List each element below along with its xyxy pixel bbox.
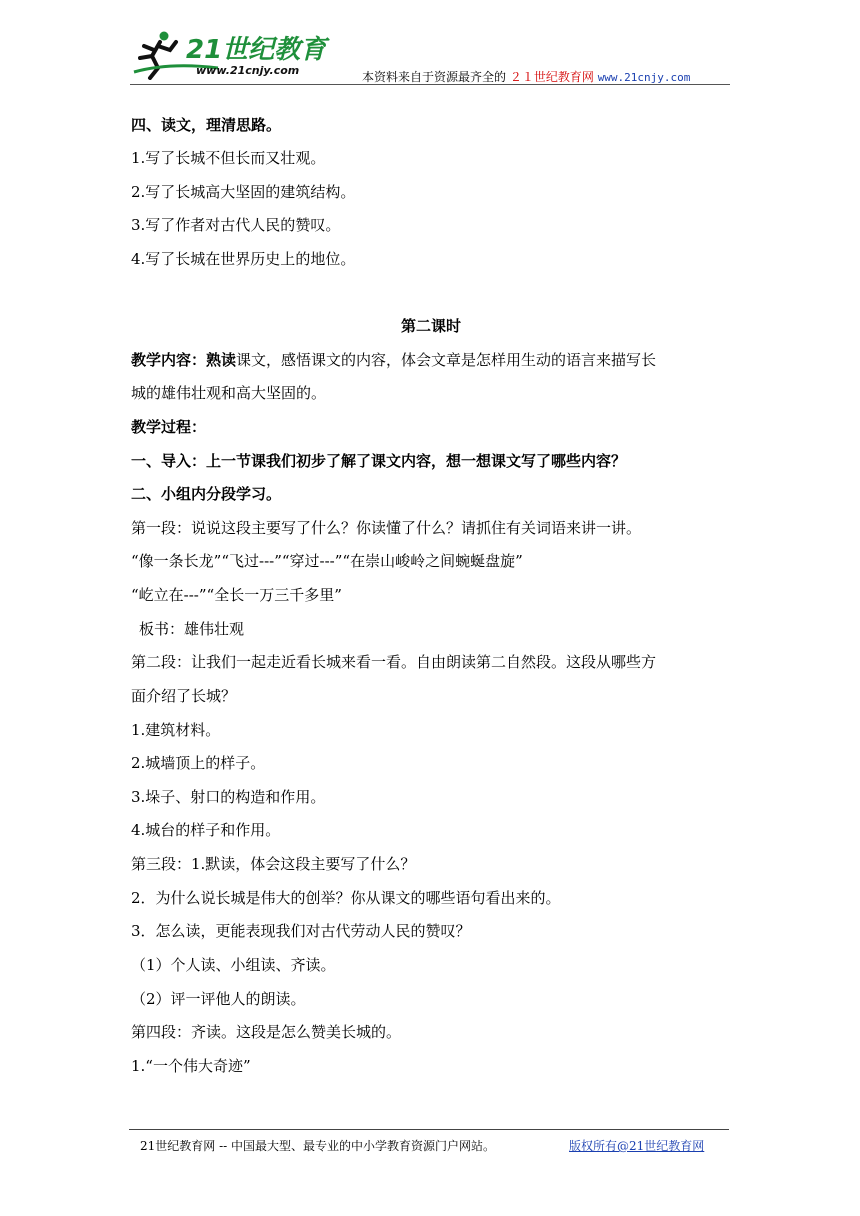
footer-divider	[129, 1129, 729, 1130]
header-note	[362, 68, 690, 85]
header-divider	[130, 84, 730, 85]
page-header	[130, 20, 730, 90]
paragraph-line: （1）个人读、小组读、齐读。	[131, 956, 336, 974]
header-brand: ２１世纪教育网	[509, 70, 594, 84]
paragraph-line: 第四段：齐读。这段是怎么赞美长城的。	[131, 1023, 402, 1041]
paragraph-line: 2.写了长城高大坚固的建筑结构。	[131, 183, 356, 201]
paragraph-line: （2）评一评他人的朗读。	[131, 990, 306, 1008]
paragraph-line: 3.写了作者对古代人民的赞叹。	[131, 216, 341, 234]
paragraph-line: 第二段：让我们一起走近看长城来看一看。自由朗读第二自然段。这段从哪些方	[131, 653, 657, 671]
paragraph-line: 2．为什么说长城是伟大的创举？你从课文的哪些语句看出来的。	[131, 889, 561, 907]
logo-url: www.21cnjy.com	[196, 64, 300, 77]
header-url-link[interactable]: www.21cnjy.com	[597, 71, 691, 84]
paragraph-line: “屹立在---”“全长一万三千多里”	[131, 586, 342, 604]
paragraph-line: 2.城墙顶上的样子。	[131, 754, 266, 772]
blackboard-note: 板书：雄伟壮观	[139, 620, 245, 638]
site-logo	[130, 28, 330, 80]
teaching-content-text: 课文，感悟课文的内容，体会文章是怎样用生动的语言来描写长	[236, 351, 657, 369]
section-heading: 二、小组内分段学习。	[131, 485, 282, 503]
lesson-title: 第二课时	[400, 317, 461, 335]
paragraph-line: 第三段：1.默读，体会这段主要写了什么？	[131, 855, 416, 873]
logo-wordmark: 21世纪教育	[186, 35, 327, 65]
paragraph-line: 1.写了长城不但长而又壮观。	[131, 149, 326, 167]
paragraph-line: 3.垛子、射口的构造和作用。	[131, 788, 326, 806]
copyright-link[interactable]: 版权所有@21世纪教育网	[569, 1139, 705, 1153]
teaching-content	[131, 350, 656, 370]
paragraph-line: 城的雄伟壮观和高大坚固的。	[131, 384, 327, 402]
header-note-text: 本资料来自于资源最齐全的	[362, 70, 507, 84]
paragraph-line: 1.建筑材料。	[131, 721, 221, 739]
teaching-content-label: 教学内容：熟读	[131, 351, 237, 369]
paragraph-line: 4.写了长城在世界历史上的地位。	[131, 250, 356, 268]
paragraph-line: 4.城台的样子和作用。	[131, 821, 281, 839]
section-heading: 一、导入：上一节课我们初步了解了课文内容，想一想课文写了哪些内容？	[131, 452, 627, 470]
paragraph-line: 1.“一个伟大奇迹”	[131, 1057, 251, 1075]
paragraph-line: 第一段：说说这段主要写了什么？你读懂了什么？请抓住有关词语来讲一讲。	[131, 519, 642, 537]
section-heading: 四、读文，理清思路。	[131, 116, 282, 134]
paragraph-line: “像一条长龙”“飞过---”“穿过---”“在崇山峻岭之间蜿蜒盘旋”	[131, 552, 523, 570]
paragraph-line: 3．怎么读，更能表现我们对古代劳动人民的赞叹？	[131, 922, 471, 940]
section-heading: 教学过程：	[131, 418, 207, 436]
footer-text: 21世纪教育网 -- 中国最大型、最专业的中小学教育资源门户网站。	[140, 1139, 496, 1153]
paragraph-line: 面介绍了长城？	[131, 687, 237, 705]
